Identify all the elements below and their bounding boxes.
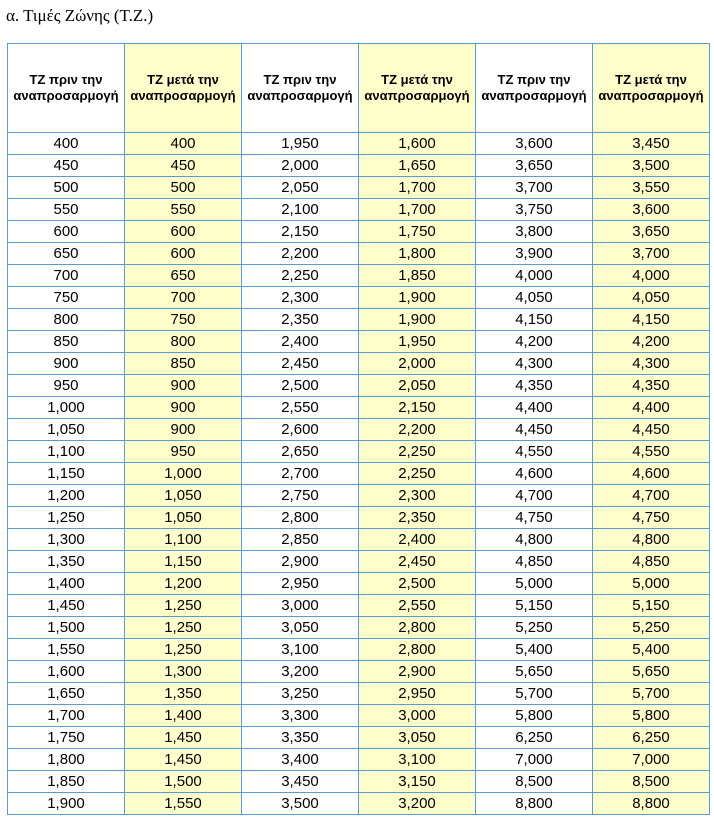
table-row [8, 727, 710, 749]
cell-after-value: 800 [125, 331, 242, 353]
cell-after-value: 3,650 [593, 221, 710, 243]
cell-after-value: 4,600 [593, 463, 710, 485]
cell-before-value: 2,450 [242, 353, 359, 375]
table-row [8, 507, 710, 529]
cell-after-value: 1,450 [125, 727, 242, 749]
cell-after-value: 1,400 [125, 705, 242, 727]
cell-after-value: 2,050 [359, 375, 476, 397]
cell-after-value: 400 [125, 133, 242, 155]
cell-before-value: 700 [8, 265, 125, 287]
cell-after-value: 4,850 [593, 551, 710, 573]
table-row [8, 309, 710, 331]
table-row [8, 617, 710, 639]
cell-after-value: 1,550 [125, 793, 242, 815]
cell-before-value: 1,850 [8, 771, 125, 793]
cell-after-value: 2,800 [359, 639, 476, 661]
table-row [8, 221, 710, 243]
cell-before-value: 4,000 [476, 265, 593, 287]
cell-after-value: 5,700 [593, 683, 710, 705]
header-label: ΤΖ μετά την αναπροσαρμογή [364, 72, 470, 103]
cell-before-value: 1,800 [8, 749, 125, 771]
cell-before-value: 3,050 [242, 617, 359, 639]
cell-after-value: 5,800 [593, 705, 710, 727]
cell-after-value: 2,300 [359, 485, 476, 507]
cell-before-value: 5,000 [476, 573, 593, 595]
cell-before-value: 2,800 [242, 507, 359, 529]
cell-after-value: 4,200 [593, 331, 710, 353]
cell-after-value: 6,250 [593, 727, 710, 749]
cell-before-value: 5,800 [476, 705, 593, 727]
cell-before-value: 4,150 [476, 309, 593, 331]
cell-before-value: 3,000 [242, 595, 359, 617]
cell-after-value: 3,550 [593, 177, 710, 199]
cell-before-value: 2,250 [242, 265, 359, 287]
cell-before-value: 1,900 [8, 793, 125, 815]
cell-after-value: 3,050 [359, 727, 476, 749]
cell-before-value: 1,450 [8, 595, 125, 617]
cell-before-value: 1,600 [8, 661, 125, 683]
cell-before-value: 5,250 [476, 617, 593, 639]
cell-after-value: 550 [125, 199, 242, 221]
cell-after-value: 900 [125, 419, 242, 441]
cell-after-value: 8,500 [593, 771, 710, 793]
cell-after-value: 4,800 [593, 529, 710, 551]
cell-before-value: 550 [8, 199, 125, 221]
cell-before-value: 7,000 [476, 749, 593, 771]
cell-before-value: 1,400 [8, 573, 125, 595]
cell-after-value: 1,900 [359, 309, 476, 331]
cell-before-value: 4,700 [476, 485, 593, 507]
table-row [8, 661, 710, 683]
header-label: ΤΖ πριν την αναπροσαρμογή [247, 72, 353, 103]
cell-before-value: 1,000 [8, 397, 125, 419]
cell-after-value: 2,550 [359, 595, 476, 617]
cell-before-value: 3,700 [476, 177, 593, 199]
cell-before-value: 4,450 [476, 419, 593, 441]
cell-after-value: 1,300 [125, 661, 242, 683]
header-label: ΤΖ πριν την αναπροσαρμογή [481, 72, 587, 103]
cell-after-value: 2,250 [359, 463, 476, 485]
cell-after-value: 7,000 [593, 749, 710, 771]
cell-before-value: 4,400 [476, 397, 593, 419]
table-row [8, 265, 710, 287]
cell-before-value: 5,150 [476, 595, 593, 617]
cell-after-value: 900 [125, 397, 242, 419]
cell-after-value: 650 [125, 265, 242, 287]
table-row [8, 177, 710, 199]
cell-before-value: 2,500 [242, 375, 359, 397]
table-row [8, 397, 710, 419]
cell-before-value: 1,150 [8, 463, 125, 485]
cell-after-value: 2,350 [359, 507, 476, 529]
cell-before-value: 1,750 [8, 727, 125, 749]
cell-after-value: 3,150 [359, 771, 476, 793]
cell-before-value: 1,550 [8, 639, 125, 661]
header-after-3 [593, 44, 710, 133]
cell-before-value: 8,800 [476, 793, 593, 815]
table-row [8, 331, 710, 353]
header-label: ΤΖ πριν την αναπροσαρμογή [13, 72, 119, 103]
table-body [8, 133, 710, 815]
header-after-1 [125, 44, 242, 133]
cell-after-value: 4,000 [593, 265, 710, 287]
cell-after-value: 1,250 [125, 595, 242, 617]
cell-before-value: 1,700 [8, 705, 125, 727]
cell-after-value: 2,500 [359, 573, 476, 595]
cell-before-value: 2,300 [242, 287, 359, 309]
cell-before-value: 2,850 [242, 529, 359, 551]
cell-after-value: 1,000 [125, 463, 242, 485]
cell-before-value: 2,000 [242, 155, 359, 177]
cell-before-value: 4,200 [476, 331, 593, 353]
cell-after-value: 1,050 [125, 485, 242, 507]
cell-after-value: 600 [125, 221, 242, 243]
table-row [8, 287, 710, 309]
cell-before-value: 2,600 [242, 419, 359, 441]
table-row [8, 551, 710, 573]
cell-after-value: 500 [125, 177, 242, 199]
cell-before-value: 3,900 [476, 243, 593, 265]
cell-before-value: 4,800 [476, 529, 593, 551]
cell-after-value: 850 [125, 353, 242, 375]
cell-after-value: 3,000 [359, 705, 476, 727]
cell-before-value: 5,650 [476, 661, 593, 683]
cell-after-value: 1,100 [125, 529, 242, 551]
cell-after-value: 5,150 [593, 595, 710, 617]
cell-before-value: 2,200 [242, 243, 359, 265]
cell-before-value: 3,450 [242, 771, 359, 793]
cell-before-value: 2,950 [242, 573, 359, 595]
cell-before-value: 2,350 [242, 309, 359, 331]
cell-after-value: 1,350 [125, 683, 242, 705]
cell-after-value: 1,700 [359, 199, 476, 221]
table-row [8, 683, 710, 705]
cell-after-value: 1,750 [359, 221, 476, 243]
cell-after-value: 1,150 [125, 551, 242, 573]
cell-after-value: 5,000 [593, 573, 710, 595]
table-row [8, 441, 710, 463]
cell-before-value: 400 [8, 133, 125, 155]
cell-before-value: 800 [8, 309, 125, 331]
cell-after-value: 3,100 [359, 749, 476, 771]
cell-after-value: 1,900 [359, 287, 476, 309]
cell-after-value: 1,700 [359, 177, 476, 199]
table-row [8, 375, 710, 397]
table-row [8, 485, 710, 507]
cell-before-value: 900 [8, 353, 125, 375]
cell-before-value: 3,650 [476, 155, 593, 177]
cell-after-value: 3,700 [593, 243, 710, 265]
cell-after-value: 450 [125, 155, 242, 177]
table-row [8, 243, 710, 265]
cell-before-value: 1,500 [8, 617, 125, 639]
cell-before-value: 950 [8, 375, 125, 397]
page-heading: α. Τιμές Ζώνης (Τ.Ζ.) [6, 6, 154, 25]
cell-after-value: 5,650 [593, 661, 710, 683]
cell-after-value: 3,500 [593, 155, 710, 177]
cell-after-value: 4,050 [593, 287, 710, 309]
cell-before-value: 1,950 [242, 133, 359, 155]
cell-after-value: 600 [125, 243, 242, 265]
cell-before-value: 2,400 [242, 331, 359, 353]
cell-before-value: 6,250 [476, 727, 593, 749]
cell-after-value: 2,900 [359, 661, 476, 683]
cell-after-value: 4,400 [593, 397, 710, 419]
cell-after-value: 8,800 [593, 793, 710, 815]
table-row [8, 529, 710, 551]
cell-before-value: 3,600 [476, 133, 593, 155]
cell-after-value: 4,350 [593, 375, 710, 397]
cell-after-value: 750 [125, 309, 242, 331]
cell-before-value: 5,700 [476, 683, 593, 705]
cell-before-value: 850 [8, 331, 125, 353]
cell-after-value: 700 [125, 287, 242, 309]
table-row [8, 133, 710, 155]
cell-before-value: 3,200 [242, 661, 359, 683]
cell-before-value: 3,500 [242, 793, 359, 815]
cell-before-value: 3,250 [242, 683, 359, 705]
cell-before-value: 750 [8, 287, 125, 309]
cell-before-value: 5,400 [476, 639, 593, 661]
cell-before-value: 4,050 [476, 287, 593, 309]
cell-before-value: 3,750 [476, 199, 593, 221]
cell-before-value: 2,650 [242, 441, 359, 463]
table-row [8, 353, 710, 375]
table-row [8, 771, 710, 793]
header-label: ΤΖ μετά την αναπροσαρμογή [598, 72, 704, 103]
cell-after-value: 1,200 [125, 573, 242, 595]
cell-before-value: 4,350 [476, 375, 593, 397]
table-row [8, 199, 710, 221]
cell-after-value: 2,000 [359, 353, 476, 375]
cell-before-value: 2,100 [242, 199, 359, 221]
cell-before-value: 2,150 [242, 221, 359, 243]
cell-before-value: 2,050 [242, 177, 359, 199]
table-row [8, 419, 710, 441]
table-row [8, 463, 710, 485]
cell-before-value: 1,650 [8, 683, 125, 705]
cell-after-value: 3,600 [593, 199, 710, 221]
cell-after-value: 1,600 [359, 133, 476, 155]
cell-before-value: 2,900 [242, 551, 359, 573]
cell-after-value: 2,950 [359, 683, 476, 705]
cell-before-value: 1,350 [8, 551, 125, 573]
cell-before-value: 650 [8, 243, 125, 265]
zone-values-table [7, 43, 710, 815]
header-before-1 [8, 44, 125, 133]
table-row [8, 595, 710, 617]
header-label: ΤΖ μετά την αναπροσαρμογή [130, 72, 236, 103]
cell-before-value: 1,200 [8, 485, 125, 507]
cell-before-value: 2,750 [242, 485, 359, 507]
cell-after-value: 3,200 [359, 793, 476, 815]
cell-after-value: 1,950 [359, 331, 476, 353]
cell-after-value: 1,250 [125, 639, 242, 661]
cell-after-value: 1,500 [125, 771, 242, 793]
cell-before-value: 4,600 [476, 463, 593, 485]
table-row [8, 155, 710, 177]
cell-after-value: 2,400 [359, 529, 476, 551]
cell-before-value: 3,100 [242, 639, 359, 661]
cell-before-value: 3,300 [242, 705, 359, 727]
cell-before-value: 1,300 [8, 529, 125, 551]
cell-before-value: 1,100 [8, 441, 125, 463]
cell-after-value: 2,800 [359, 617, 476, 639]
cell-before-value: 2,700 [242, 463, 359, 485]
cell-before-value: 3,350 [242, 727, 359, 749]
table-row [8, 639, 710, 661]
cell-before-value: 2,550 [242, 397, 359, 419]
cell-after-value: 1,250 [125, 617, 242, 639]
cell-after-value: 5,400 [593, 639, 710, 661]
cell-after-value: 2,150 [359, 397, 476, 419]
cell-before-value: 1,250 [8, 507, 125, 529]
cell-after-value: 950 [125, 441, 242, 463]
header-after-2 [359, 44, 476, 133]
cell-before-value: 3,400 [242, 749, 359, 771]
table-header [8, 44, 710, 133]
cell-before-value: 450 [8, 155, 125, 177]
header-before-2 [242, 44, 359, 133]
cell-after-value: 5,250 [593, 617, 710, 639]
cell-before-value: 500 [8, 177, 125, 199]
table-row [8, 705, 710, 727]
cell-after-value: 4,450 [593, 419, 710, 441]
table-row [8, 749, 710, 771]
cell-after-value: 900 [125, 375, 242, 397]
cell-after-value: 1,850 [359, 265, 476, 287]
cell-before-value: 4,300 [476, 353, 593, 375]
cell-before-value: 4,750 [476, 507, 593, 529]
cell-after-value: 4,700 [593, 485, 710, 507]
table-row [8, 573, 710, 595]
cell-after-value: 4,300 [593, 353, 710, 375]
cell-before-value: 4,850 [476, 551, 593, 573]
cell-after-value: 2,450 [359, 551, 476, 573]
cell-after-value: 3,450 [593, 133, 710, 155]
header-before-3 [476, 44, 593, 133]
cell-after-value: 1,650 [359, 155, 476, 177]
cell-before-value: 3,800 [476, 221, 593, 243]
cell-after-value: 1,450 [125, 749, 242, 771]
cell-before-value: 8,500 [476, 771, 593, 793]
cell-after-value: 1,800 [359, 243, 476, 265]
cell-before-value: 4,550 [476, 441, 593, 463]
header-row [8, 44, 710, 133]
cell-after-value: 2,250 [359, 441, 476, 463]
cell-after-value: 2,200 [359, 419, 476, 441]
cell-before-value: 600 [8, 221, 125, 243]
cell-after-value: 4,150 [593, 309, 710, 331]
cell-after-value: 1,050 [125, 507, 242, 529]
cell-before-value: 1,050 [8, 419, 125, 441]
cell-after-value: 4,550 [593, 441, 710, 463]
cell-after-value: 4,750 [593, 507, 710, 529]
table-row [8, 793, 710, 815]
